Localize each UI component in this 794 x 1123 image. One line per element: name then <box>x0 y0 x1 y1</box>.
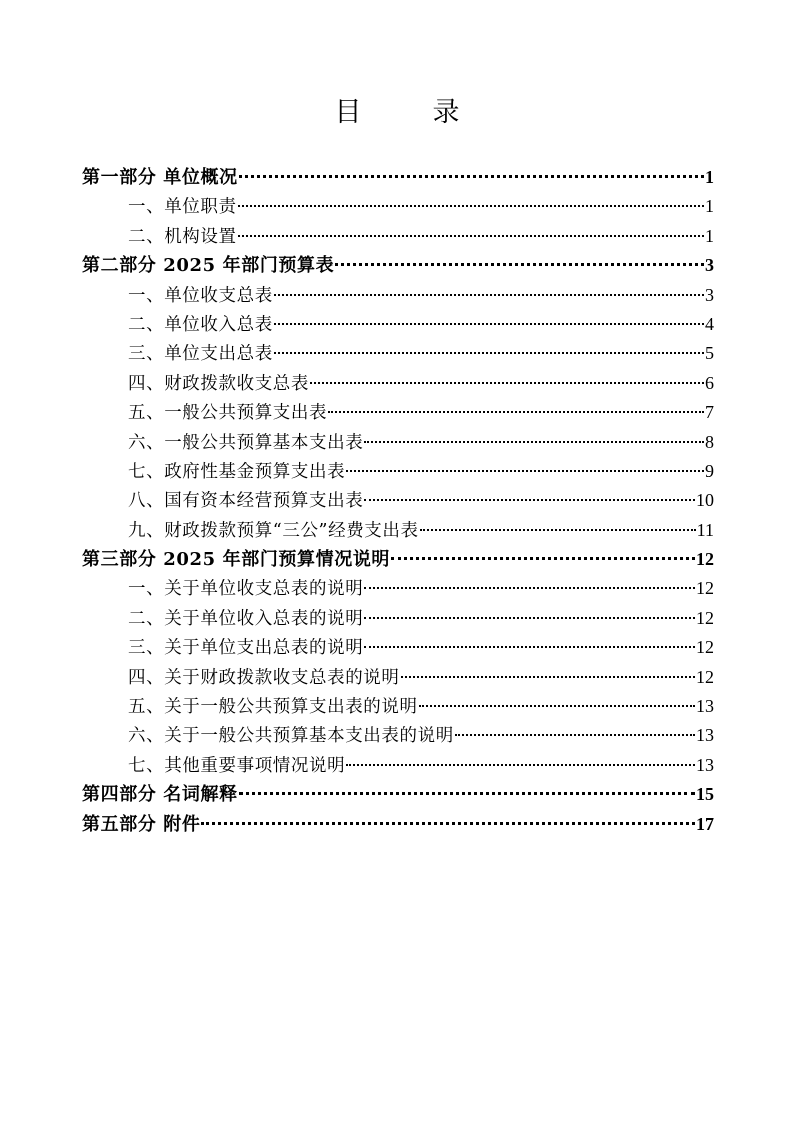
toc-dot-leader <box>310 382 704 384</box>
toc-page-number: 11 <box>696 519 714 540</box>
toc-part-entry[interactable] <box>82 163 714 192</box>
toc-entry-label: 二、单位收入总表 <box>128 314 273 335</box>
toc-entry-label: 一、关于单位收支总表的说明 <box>128 579 364 600</box>
toc-dot-leader <box>239 175 704 178</box>
toc-page-number: 9 <box>705 460 714 481</box>
toc-entry-label: 六、关于一般公共预算基本支出表的说明 <box>128 726 454 747</box>
toc-section-entry[interactable] <box>82 339 714 368</box>
toc-page-number: 13 <box>696 696 714 717</box>
toc-page-number: 10 <box>696 490 714 511</box>
toc-dot-leader <box>274 294 704 296</box>
toc-section-entry[interactable] <box>82 633 714 662</box>
toc-dot-leader <box>364 617 695 619</box>
toc-dot-leader <box>346 764 695 766</box>
toc-dot-leader <box>420 529 696 531</box>
table-of-contents <box>82 163 714 839</box>
toc-section-entry[interactable] <box>82 310 714 339</box>
toc-page-number: 12 <box>696 578 714 599</box>
toc-page-number: 12 <box>696 637 714 658</box>
toc-entry-label: 第四部分 名词解释 <box>82 784 238 806</box>
toc-section-entry[interactable] <box>82 516 714 545</box>
toc-dot-leader <box>328 411 704 413</box>
toc-dot-leader <box>391 557 695 560</box>
toc-page-number: 1 <box>705 167 714 187</box>
toc-section-entry[interactable] <box>82 192 714 221</box>
toc-section-entry[interactable] <box>82 222 714 251</box>
toc-part-entry[interactable] <box>82 810 714 839</box>
toc-page-number: 17 <box>696 813 714 834</box>
toc-dot-leader <box>364 587 695 589</box>
toc-section-entry[interactable] <box>82 428 714 457</box>
toc-dot-leader <box>238 205 704 207</box>
toc-page-number: 7 <box>705 402 714 423</box>
toc-dot-leader <box>335 263 704 266</box>
toc-page-number: 13 <box>696 754 714 775</box>
toc-entry-label: 五、关于一般公共预算支出表的说明 <box>128 697 418 718</box>
toc-dot-leader <box>274 352 704 354</box>
toc-part-entry[interactable] <box>82 780 714 809</box>
toc-entry-label: 第五部分 附件 <box>82 813 201 835</box>
toc-dot-leader <box>238 235 704 237</box>
toc-entry-label: 八、国有资本经营预算支出表 <box>128 491 364 512</box>
toc-dot-leader <box>239 792 695 795</box>
toc-dot-leader <box>364 499 695 501</box>
toc-entry-label: 六、一般公共预算基本支出表 <box>128 432 364 453</box>
toc-page-number: 15 <box>696 784 714 805</box>
toc-dot-leader <box>401 676 696 678</box>
toc-section-entry[interactable] <box>82 604 714 633</box>
toc-section-entry[interactable] <box>82 663 714 692</box>
toc-page-number: 12 <box>696 549 714 570</box>
toc-section-entry[interactable] <box>82 574 714 603</box>
toc-page-number: 6 <box>705 372 714 393</box>
toc-section-entry[interactable] <box>82 692 714 721</box>
toc-section-entry[interactable] <box>82 369 714 398</box>
toc-page-number: 4 <box>705 313 714 334</box>
toc-section-entry[interactable] <box>82 751 714 780</box>
toc-part-entry[interactable] <box>82 251 714 280</box>
toc-dot-leader <box>364 646 695 648</box>
toc-section-entry[interactable] <box>82 457 714 486</box>
toc-dot-leader <box>364 441 704 443</box>
toc-dot-leader <box>201 822 695 825</box>
toc-page-number: 3 <box>705 255 714 276</box>
toc-page-number: 12 <box>696 666 714 687</box>
toc-section-entry[interactable] <box>82 721 714 750</box>
toc-page-number: 12 <box>696 607 714 628</box>
toc-dot-leader <box>419 705 695 707</box>
toc-entry-label: 一、单位职责 <box>128 197 237 218</box>
toc-entry-label: 七、政府性基金预算支出表 <box>128 461 346 482</box>
toc-part-entry[interactable] <box>82 545 714 574</box>
toc-entry-label: 第一部分 单位概况 <box>82 167 238 188</box>
toc-page-number: 3 <box>705 284 714 305</box>
toc-section-entry[interactable] <box>82 281 714 310</box>
toc-entry-label: 二、关于单位收入总表的说明 <box>128 608 364 629</box>
toc-dot-leader <box>274 323 704 325</box>
toc-page-number: 1 <box>705 225 714 246</box>
toc-entry-label: 三、单位支出总表 <box>128 344 273 365</box>
toc-page-number: 5 <box>705 343 714 364</box>
toc-entry-label: 二、机构设置 <box>128 226 237 247</box>
toc-entry-label: 九、财政拨款预算“三公”经费支出表 <box>128 520 419 541</box>
toc-page-number: 13 <box>696 725 714 746</box>
toc-entry-label: 一、单位收支总表 <box>128 285 273 306</box>
toc-dot-leader <box>346 470 704 472</box>
toc-dot-leader <box>455 734 695 736</box>
toc-entry-label: 第三部分 2025 年部门预算情况说明 <box>82 549 391 571</box>
toc-entry-label: 三、关于单位支出总表的说明 <box>128 638 364 659</box>
toc-entry-label: 五、一般公共预算支出表 <box>128 403 328 424</box>
toc-entry-label: 四、财政拨款收支总表 <box>128 373 309 394</box>
toc-section-entry[interactable] <box>82 398 714 427</box>
page-title: 目 录 <box>334 97 482 128</box>
toc-section-entry[interactable] <box>82 486 714 515</box>
toc-entry-label: 四、关于财政拨款收支总表的说明 <box>128 667 400 688</box>
toc-page-number: 1 <box>705 196 714 217</box>
toc-entry-label: 七、其他重要事项情况说明 <box>128 755 346 776</box>
toc-page-number: 8 <box>705 431 714 452</box>
toc-entry-label: 第二部分 2025 年部门预算表 <box>82 255 335 277</box>
